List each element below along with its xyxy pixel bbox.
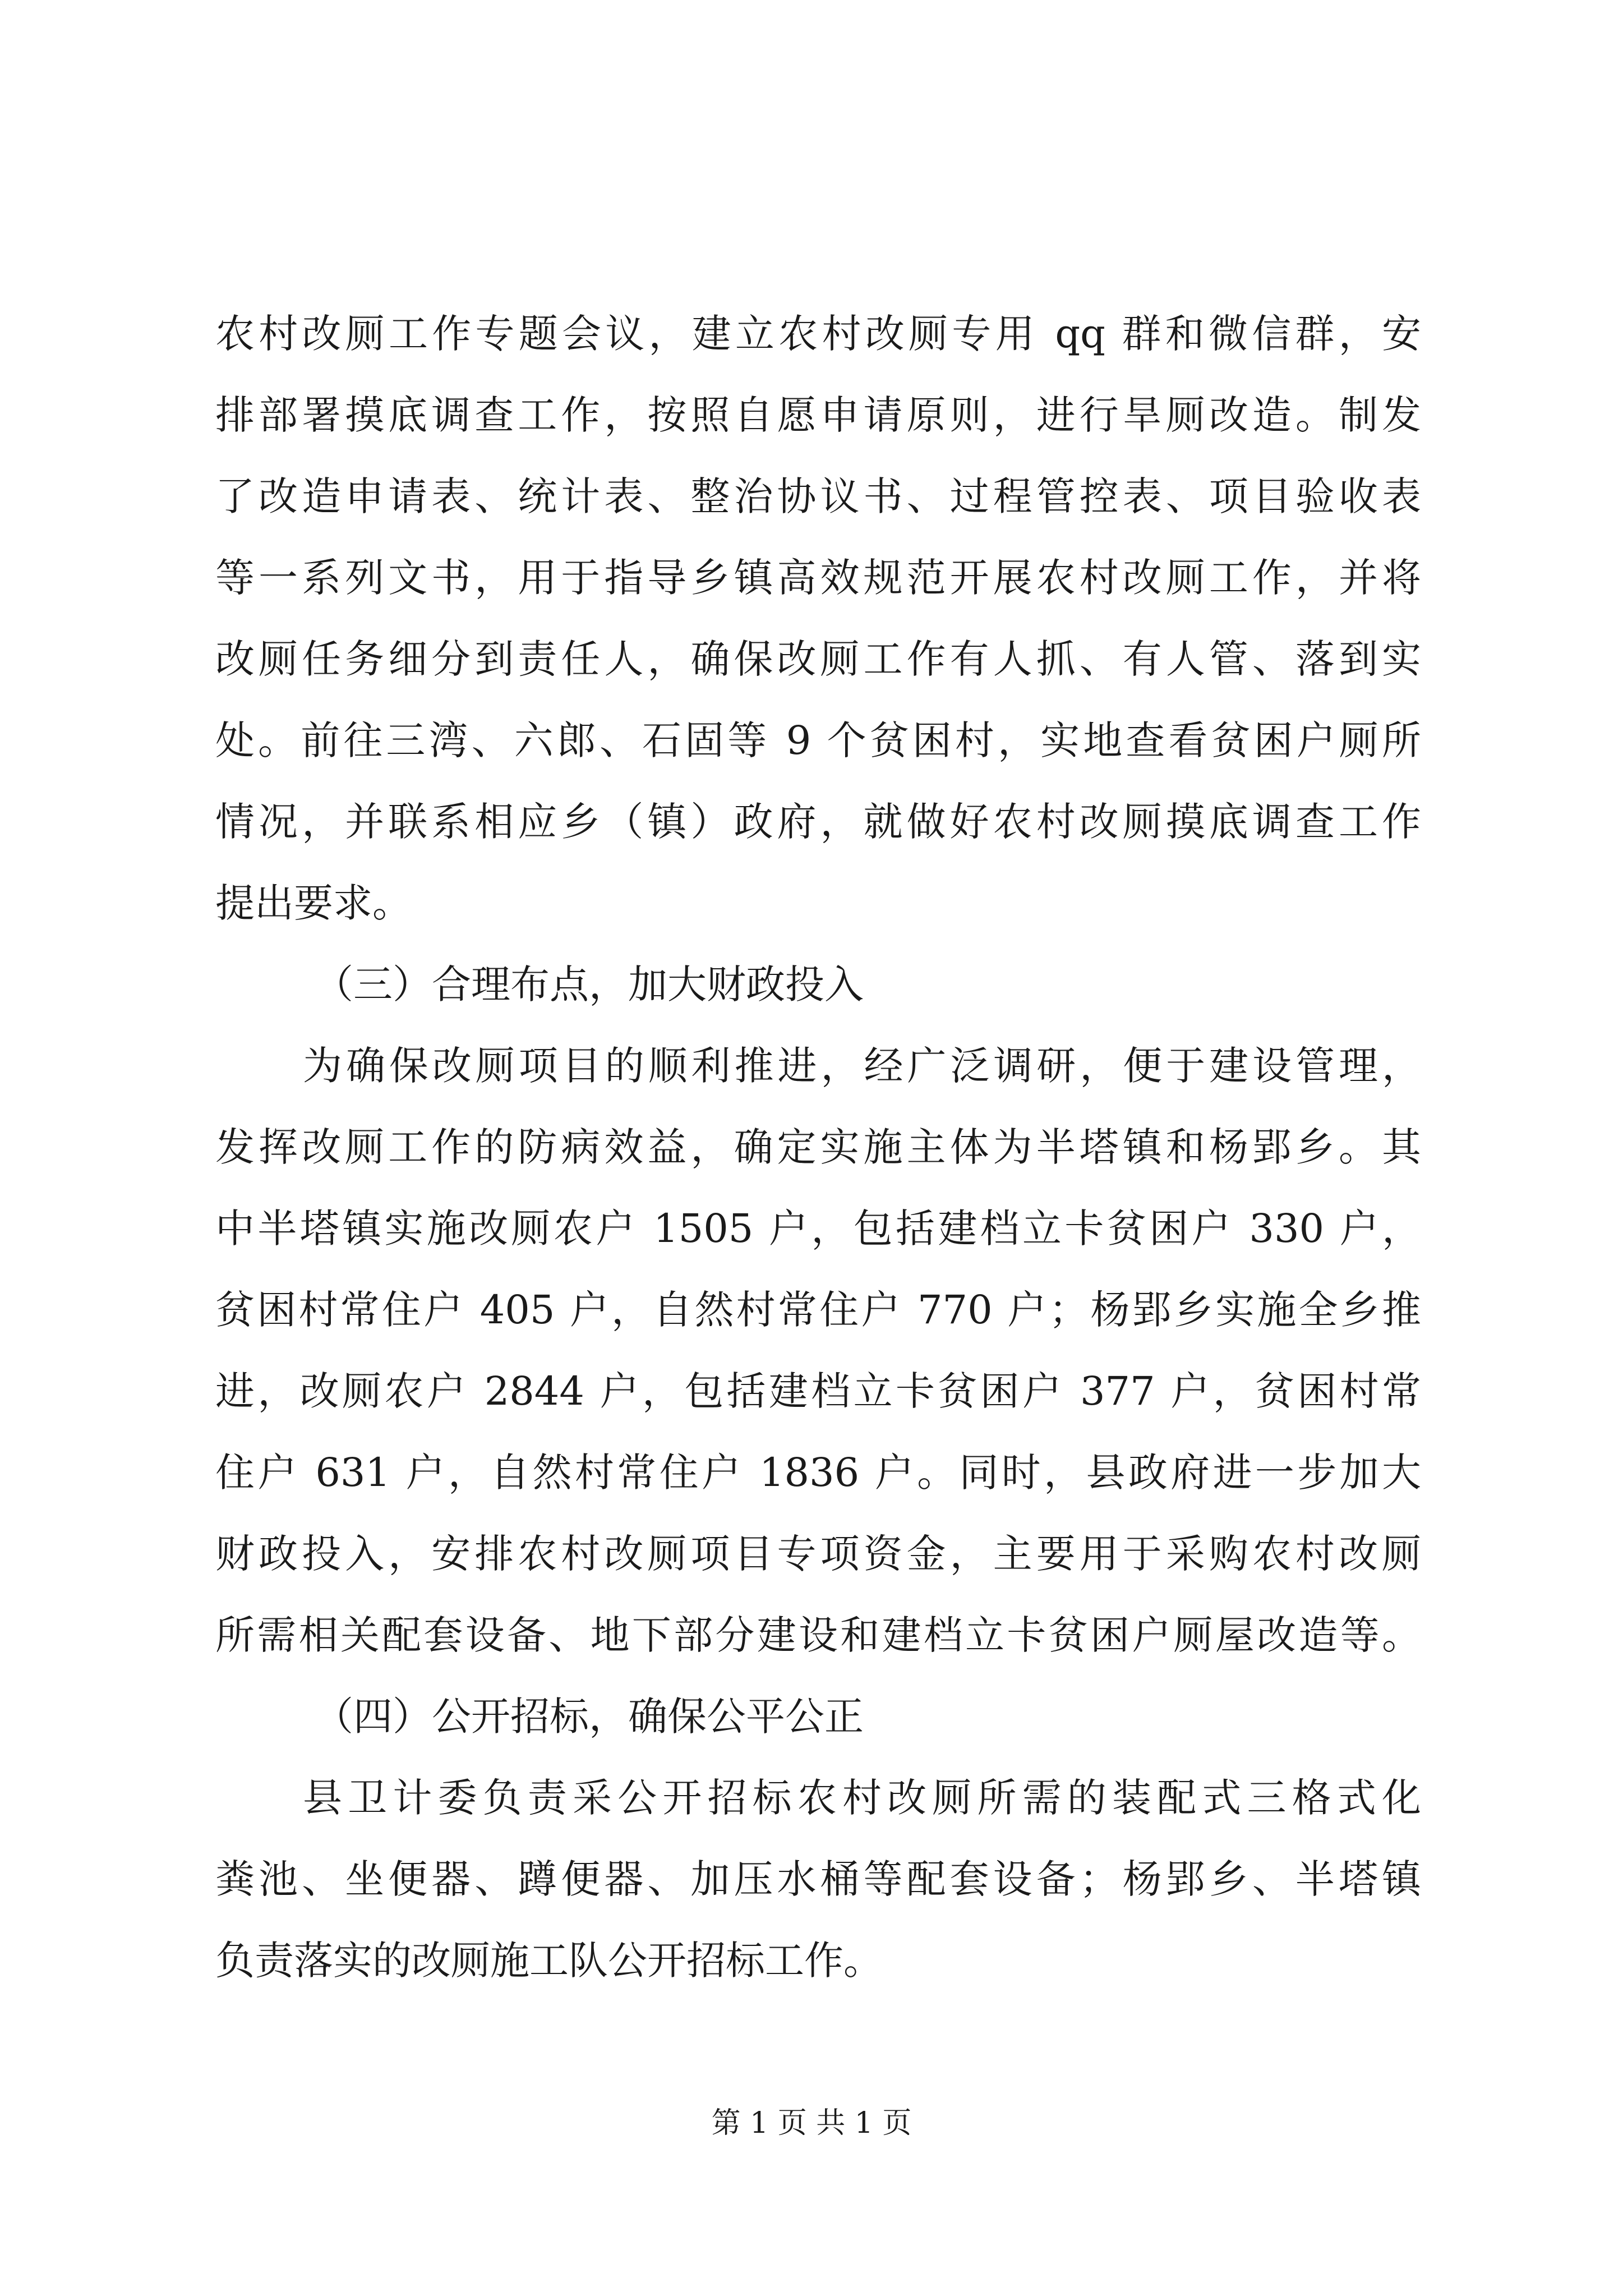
section-heading: （四）公开招标，确保公平公正 (314, 1694, 864, 1740)
body-text-line: 了改造申请表、统计表、整治协议书、过程管控表、项目验收表 (215, 473, 1421, 519)
body-text-line: 中半塔镇实施改厕农户 1505 户，包括建档立卡贫困户 330 户， (215, 1205, 1421, 1251)
body-text-line: 贫困村常住户 405 户，自然村常住户 770 户；杨郢乡实施全乡推 (215, 1287, 1421, 1333)
body-text-line: 负责落实的改厕施工队公开招标工作。 (215, 1938, 883, 1984)
body-text-line: 发挥改厕工作的防病效益，确定实施主体为半塔镇和杨郢乡。其 (215, 1124, 1421, 1170)
paragraph-first-line: 为确保改厕项目的顺利推进，经广泛调研，便于建设管理， (303, 1043, 1421, 1089)
body-text-line: 农村改厕工作专题会议，建立农村改厕专用 qq 群和微信群，安 (215, 311, 1421, 357)
body-text-line: 等一系列文书，用于指导乡镇高效规范开展农村改厕工作，并将 (215, 555, 1421, 601)
body-text-line: 财政投入，安排农村改厕项目专项资金，主要用于采购农村改厕 (215, 1531, 1421, 1577)
body-text-line: 住户 631 户，自然村常住户 1836 户。同时，县政府进一步加大 (215, 1450, 1421, 1496)
body-text-line: 所需相关配套设备、地下部分建设和建档立卡贫困户厕屋改造等。 (215, 1612, 1421, 1658)
body-text-line: 粪池、坐便器、蹲便器、加压水桶等配套设备；杨郢乡、半塔镇 (215, 1856, 1421, 1902)
page-footer: 第 1 页 共 1 页 (711, 2106, 912, 2140)
body-text-line: 进，改厕农户 2844 户，包括建档立卡贫困户 377 户，贫困村常 (215, 1368, 1421, 1414)
section-heading: （三）合理布点，加大财政投入 (314, 961, 864, 1007)
body-text-line: 排部署摸底调查工作，按照自愿申请原则，进行旱厕改造。制发 (215, 392, 1421, 438)
paragraph-first-line: 县卫计委负责采公开招标农村改厕所需的装配式三格式化 (303, 1775, 1421, 1821)
body-text-line: 改厕任务细分到责任人，确保改厕工作有人抓、有人管、落到实 (215, 636, 1421, 682)
body-text-line: 处。前往三湾、六郎、石固等 9 个贫困村，实地查看贫困户厕所 (215, 717, 1421, 763)
body-text-line: 提出要求。 (215, 880, 412, 926)
body-text-line: 情况，并联系相应乡（镇）政府，就做好农村改厕摸底调查工作 (215, 799, 1421, 845)
